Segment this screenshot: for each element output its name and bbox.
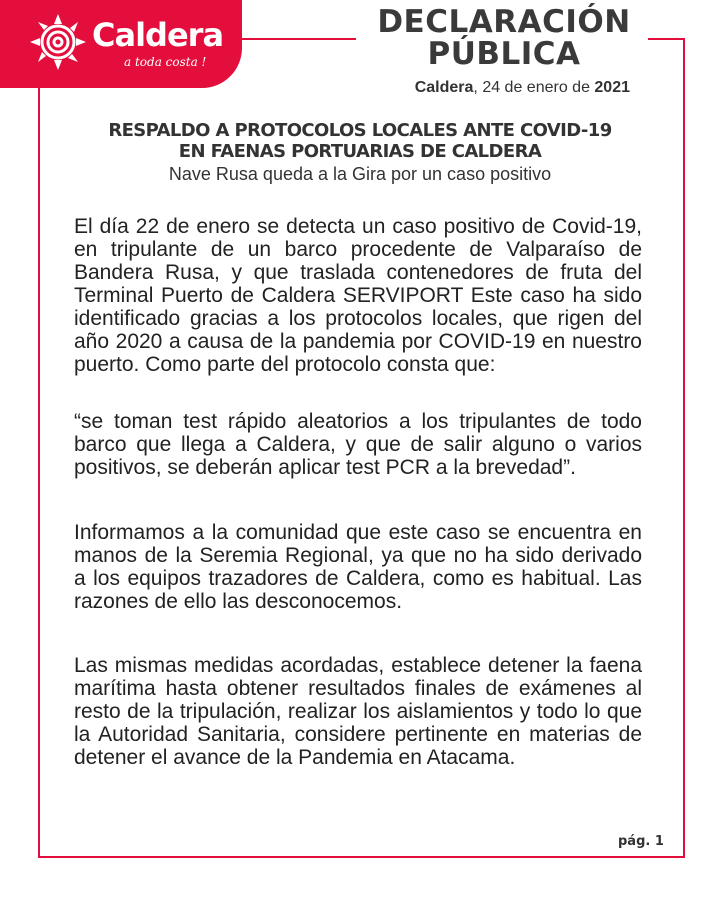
date-middle: , 24 de enero de <box>473 79 595 96</box>
brand-tagline: a toda costa ! <box>124 55 207 69</box>
date-city: Caldera <box>414 79 474 96</box>
headline <box>60 120 660 162</box>
brand-name: Caldera <box>92 16 224 54</box>
headline-line-2: EN FAENAS PORTUARIAS DE CALDERA <box>178 141 542 162</box>
page-number: pág. 1 <box>618 834 664 849</box>
body-paragraph-4: Las mismas medidas acordadas, establece detener la faena marítima hasta obtener resultados finales de exámenes al resto de la tripulación, realizar los aislamientos y todo lo que la Autoridad Sanitaria, considere pertinente en materias de detener el avance de la Pandemia en Atacama. <box>74 654 642 769</box>
frame-right <box>683 38 685 858</box>
frame-bottom <box>38 856 685 858</box>
frame-top-right <box>648 38 685 40</box>
frame-top-mid <box>240 38 356 40</box>
subheadline: Nave Rusa queda a la Gira por un caso positivo <box>168 164 552 184</box>
body-paragraph-2: “se toman test rápido aleatorios a los tripulantes de todo barco que llega a Caldera, y que de salir alguno o varios positivos, se deberán aplicar test PCR a la brevedad”. <box>74 410 642 479</box>
date-year: 2021 <box>594 79 630 96</box>
sun-spiral-icon <box>28 12 88 72</box>
title-line-1: DECLARACIÓN <box>377 4 631 40</box>
frame-left <box>38 0 40 858</box>
title-line-2: PÚBLICA <box>427 36 581 72</box>
document-title <box>360 6 648 70</box>
body-paragraph-3: Informamos a la comunidad que este caso se encuentra en manos de la Seremia Regional, ya que no ha sido derivado a los equipos trazadores de Caldera, como es habitual. Las razones de ello las desconocemos. <box>74 521 642 613</box>
headline-line-1: RESPALDO A PROTOCOLOS LOCALES ANTE COVID-19 <box>108 120 612 141</box>
body-paragraph-1: El día 22 de enero se detecta un caso positivo de Covid-19, en tripulante de un barco procedente de Valparaíso de Bandera Rusa, y que traslada contenedores de fruta del Terminal Puerto de Caldera SERVIPORT Este caso ha sido identificado gracias a los protocolos locales, que rigen del año 2020 a causa de la pandemia por COVID-19 en nuestro puerto. Como parte del protocolo consta que: <box>74 215 642 376</box>
logo <box>0 0 242 88</box>
date-line <box>360 79 630 97</box>
